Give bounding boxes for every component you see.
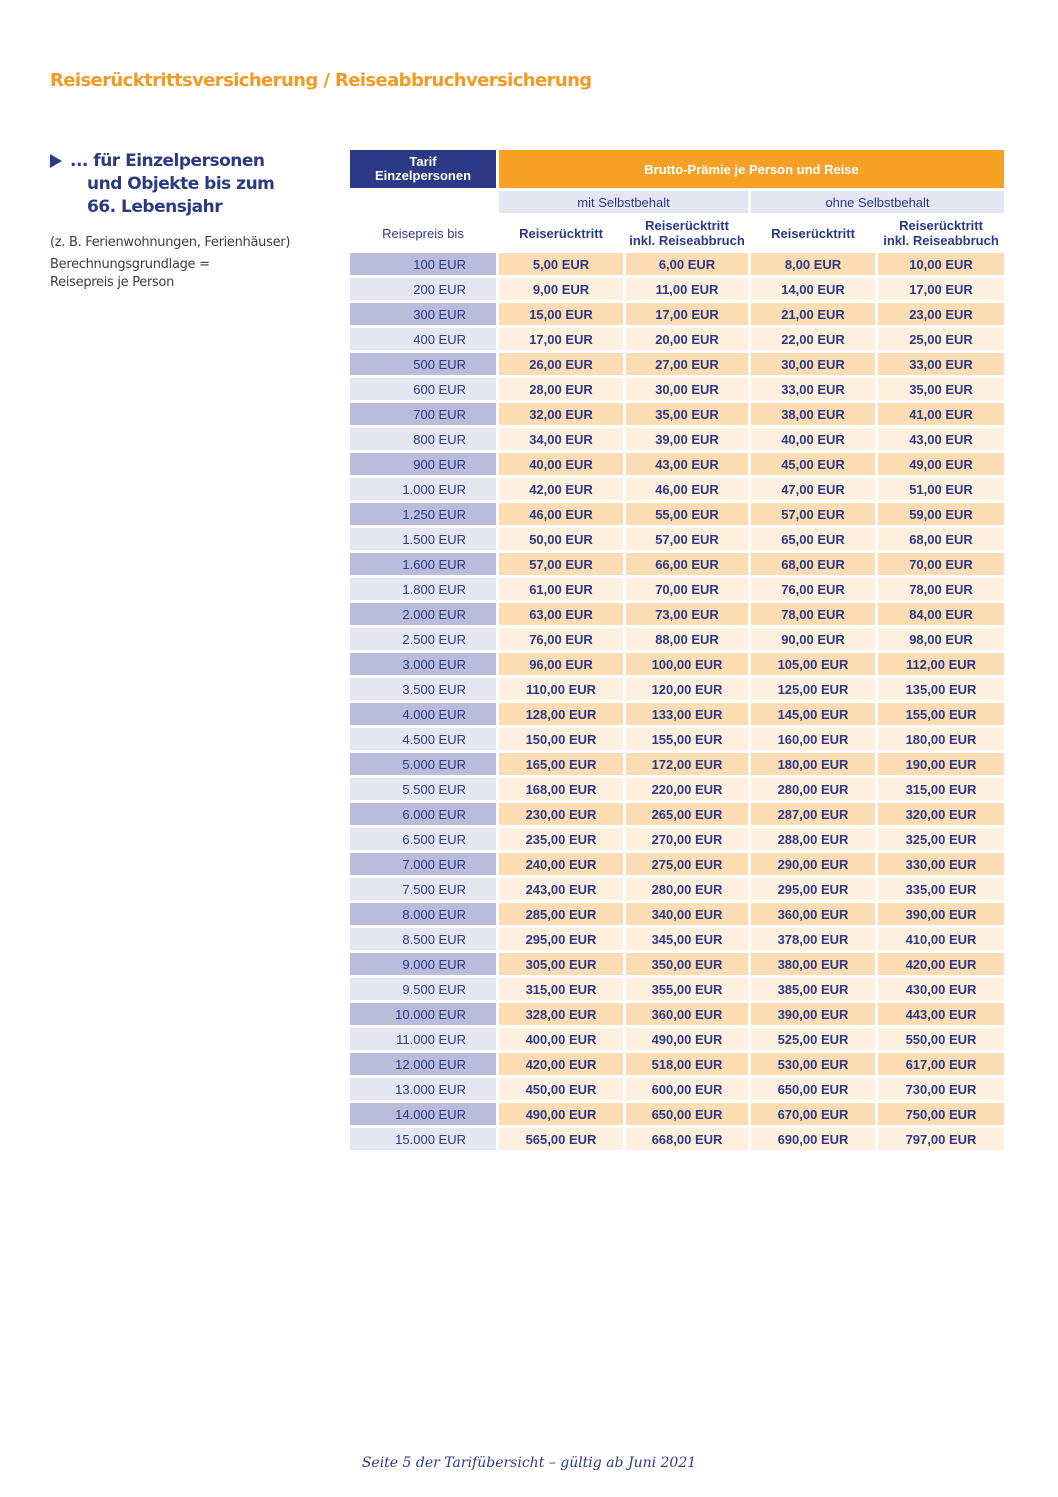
- reisepreis-cell: 3.500 EUR: [350, 678, 496, 700]
- table-row: [350, 253, 1004, 275]
- premium-cell: 76,00 EUR: [751, 578, 875, 600]
- tarif-header-line2: Einzelpersonen: [374, 168, 472, 183]
- tarif-header-line1: Tarif: [409, 154, 437, 169]
- group-ohne-selbstbehalt: ohne Selbstbehalt: [751, 191, 1004, 213]
- table-row: [350, 1003, 1004, 1025]
- table-row: [350, 1103, 1004, 1125]
- table-row: [350, 328, 1004, 350]
- premium-cell: 378,00 EUR: [751, 928, 875, 950]
- premium-cell: 5,00 EUR: [499, 253, 623, 275]
- premium-cell: 287,00 EUR: [751, 803, 875, 825]
- table-row: [350, 453, 1004, 475]
- table-row: [350, 728, 1004, 750]
- table-row: [350, 553, 1004, 575]
- premium-cell: 690,00 EUR: [751, 1128, 875, 1150]
- premium-cell: 565,00 EUR: [499, 1128, 623, 1150]
- premium-cell: 70,00 EUR: [626, 578, 748, 600]
- premium-cell: 360,00 EUR: [751, 903, 875, 925]
- table-row: [350, 903, 1004, 925]
- premium-cell: 320,00 EUR: [878, 803, 1004, 825]
- premium-cell: 797,00 EUR: [878, 1128, 1004, 1150]
- col-header-label: Reiserücktritt: [519, 225, 603, 241]
- table-row: [350, 1028, 1004, 1050]
- premium-cell: 180,00 EUR: [878, 728, 1004, 750]
- premium-cell: 100,00 EUR: [626, 653, 748, 675]
- table-row: [350, 478, 1004, 500]
- premium-cell: 145,00 EUR: [751, 703, 875, 725]
- premium-cell: 220,00 EUR: [626, 778, 748, 800]
- premium-cell: 57,00 EUR: [499, 553, 623, 575]
- reisepreis-cell: 1.000 EUR: [350, 478, 496, 500]
- premium-cell: 55,00 EUR: [626, 503, 748, 525]
- table-row: [350, 353, 1004, 375]
- table-row: [350, 928, 1004, 950]
- col-header-label-line2: inkl. Reiseabbruch: [629, 233, 745, 248]
- reisepreis-cell: 6.000 EUR: [350, 803, 496, 825]
- intro-note-examples: (z. B. Ferienwohnungen, Ferienhäuser): [50, 235, 291, 250]
- intro-line-1: ... für Einzelpersonen: [70, 151, 265, 171]
- premium-cell: 168,00 EUR: [499, 778, 623, 800]
- premium-cell: 280,00 EUR: [751, 778, 875, 800]
- table-row: [350, 853, 1004, 875]
- premium-cell: 240,00 EUR: [499, 853, 623, 875]
- reisepreis-cell: 7.500 EUR: [350, 878, 496, 900]
- premium-cell: 49,00 EUR: [878, 453, 1004, 475]
- reisepreis-cell: 300 EUR: [350, 303, 496, 325]
- premium-cell: 43,00 EUR: [878, 428, 1004, 450]
- col-header-ruecktritt-ohne: [751, 216, 875, 250]
- intro-note-basis-value: Reisepreis je Person: [50, 275, 175, 290]
- reisepreis-cell: 200 EUR: [350, 278, 496, 300]
- premium-cell: 43,00 EUR: [626, 453, 748, 475]
- table-row: [350, 1053, 1004, 1075]
- premium-cell: 650,00 EUR: [751, 1078, 875, 1100]
- premium-cell: 11,00 EUR: [626, 278, 748, 300]
- premium-cell: 345,00 EUR: [626, 928, 748, 950]
- premium-cell: 730,00 EUR: [878, 1078, 1004, 1100]
- premium-cell: 22,00 EUR: [751, 328, 875, 350]
- premium-cell: 288,00 EUR: [751, 828, 875, 850]
- premium-cell: 84,00 EUR: [878, 603, 1004, 625]
- reisepreis-cell: 2.500 EUR: [350, 628, 496, 650]
- table-row: [350, 628, 1004, 650]
- premium-cell: 14,00 EUR: [751, 278, 875, 300]
- premium-cell: 10,00 EUR: [878, 253, 1004, 275]
- tarif-header: [350, 150, 496, 188]
- reisepreis-cell: 4.500 EUR: [350, 728, 496, 750]
- col-header-ruecktritt-mit: [499, 216, 623, 250]
- premium-cell: 305,00 EUR: [499, 953, 623, 975]
- reisepreis-cell: 4.000 EUR: [350, 703, 496, 725]
- table-row: [350, 953, 1004, 975]
- intro-line-3: 66. Lebensjahr: [87, 197, 223, 217]
- premium-cell: 650,00 EUR: [626, 1103, 748, 1125]
- group-mit-selbstbehalt: mit Selbstbehalt: [499, 191, 748, 213]
- premium-cell: 8,00 EUR: [751, 253, 875, 275]
- reisepreis-cell: 700 EUR: [350, 403, 496, 425]
- premium-cell: 670,00 EUR: [751, 1103, 875, 1125]
- premium-cell: 280,00 EUR: [626, 878, 748, 900]
- premium-cell: 160,00 EUR: [751, 728, 875, 750]
- premium-cell: 490,00 EUR: [626, 1028, 748, 1050]
- premium-cell: 32,00 EUR: [499, 403, 623, 425]
- premium-cell: 335,00 EUR: [878, 878, 1004, 900]
- table-row: [350, 703, 1004, 725]
- premium-cell: 15,00 EUR: [499, 303, 623, 325]
- premium-cell: 600,00 EUR: [626, 1078, 748, 1100]
- premium-cell: 90,00 EUR: [751, 628, 875, 650]
- table-row: [350, 378, 1004, 400]
- reisepreis-cell: 2.000 EUR: [350, 603, 496, 625]
- premium-cell: 328,00 EUR: [499, 1003, 623, 1025]
- premium-cell: 46,00 EUR: [626, 478, 748, 500]
- table-row: [350, 678, 1004, 700]
- premium-cell: 76,00 EUR: [499, 628, 623, 650]
- premium-cell: 120,00 EUR: [626, 678, 748, 700]
- premium-cell: 150,00 EUR: [499, 728, 623, 750]
- premium-cell: 165,00 EUR: [499, 753, 623, 775]
- premium-cell: 325,00 EUR: [878, 828, 1004, 850]
- table-row: [350, 1128, 1004, 1150]
- premium-cell: 25,00 EUR: [878, 328, 1004, 350]
- premium-cell: 668,00 EUR: [626, 1128, 748, 1150]
- blank-cell: [350, 191, 496, 213]
- premium-cell: 57,00 EUR: [626, 528, 748, 550]
- premium-cell: 617,00 EUR: [878, 1053, 1004, 1075]
- premium-cell: 30,00 EUR: [751, 353, 875, 375]
- premium-cell: 135,00 EUR: [878, 678, 1004, 700]
- table-row: [350, 828, 1004, 850]
- premium-cell: 21,00 EUR: [751, 303, 875, 325]
- table-row: [350, 978, 1004, 1000]
- reisepreis-cell: 1.800 EUR: [350, 578, 496, 600]
- table-row: [350, 778, 1004, 800]
- premium-cell: 63,00 EUR: [499, 603, 623, 625]
- premium-cell: 35,00 EUR: [626, 403, 748, 425]
- premium-cell: 400,00 EUR: [499, 1028, 623, 1050]
- premium-cell: 750,00 EUR: [878, 1103, 1004, 1125]
- premium-cell: 243,00 EUR: [499, 878, 623, 900]
- premium-cell: 23,00 EUR: [878, 303, 1004, 325]
- intro-line-2: und Objekte bis zum: [87, 174, 275, 194]
- premium-cell: 270,00 EUR: [626, 828, 748, 850]
- col-header-abbruch-ohne: [878, 216, 1004, 250]
- premium-cell: 295,00 EUR: [499, 928, 623, 950]
- reisepreis-cell: 1.250 EUR: [350, 503, 496, 525]
- premium-cell: 155,00 EUR: [878, 703, 1004, 725]
- premium-cell: 172,00 EUR: [626, 753, 748, 775]
- premium-cell: 40,00 EUR: [499, 453, 623, 475]
- premium-cell: 45,00 EUR: [751, 453, 875, 475]
- col-header-label-line2: inkl. Reiseabbruch: [883, 233, 999, 248]
- table-row: [350, 403, 1004, 425]
- col-header-label: Reiserücktritt: [771, 225, 855, 241]
- premium-cell: 20,00 EUR: [626, 328, 748, 350]
- premium-cell: 315,00 EUR: [499, 978, 623, 1000]
- premium-cell: 78,00 EUR: [751, 603, 875, 625]
- premium-cell: 380,00 EUR: [751, 953, 875, 975]
- premium-cell: 550,00 EUR: [878, 1028, 1004, 1050]
- col-header-abbruch-mit: [626, 216, 748, 250]
- premium-cell: 518,00 EUR: [626, 1053, 748, 1075]
- brutto-header: Brutto-Prämie je Person und Reise: [499, 150, 1004, 188]
- table-row: [350, 603, 1004, 625]
- premium-cell: 96,00 EUR: [499, 653, 623, 675]
- reisepreis-cell: 14.000 EUR: [350, 1103, 496, 1125]
- reisepreis-cell: 100 EUR: [350, 253, 496, 275]
- premium-cell: 65,00 EUR: [751, 528, 875, 550]
- reisepreis-cell: 1.600 EUR: [350, 553, 496, 575]
- premium-cell: 33,00 EUR: [751, 378, 875, 400]
- reisepreis-cell: 600 EUR: [350, 378, 496, 400]
- premium-cell: 59,00 EUR: [878, 503, 1004, 525]
- premium-cell: 40,00 EUR: [751, 428, 875, 450]
- premium-cell: 430,00 EUR: [878, 978, 1004, 1000]
- premium-cell: 530,00 EUR: [751, 1053, 875, 1075]
- reisepreis-header: Reisepreis bis: [350, 216, 496, 250]
- premium-cell: 420,00 EUR: [878, 953, 1004, 975]
- premium-cell: 42,00 EUR: [499, 478, 623, 500]
- reisepreis-cell: 400 EUR: [350, 328, 496, 350]
- table-row: [350, 1078, 1004, 1100]
- premium-cell: 230,00 EUR: [499, 803, 623, 825]
- premium-cell: 390,00 EUR: [878, 903, 1004, 925]
- reisepreis-cell: 11.000 EUR: [350, 1028, 496, 1050]
- premium-cell: 68,00 EUR: [878, 528, 1004, 550]
- premium-cell: 133,00 EUR: [626, 703, 748, 725]
- premium-cell: 180,00 EUR: [751, 753, 875, 775]
- triangle-right-icon: [50, 154, 62, 168]
- premium-cell: 46,00 EUR: [499, 503, 623, 525]
- premium-cell: 38,00 EUR: [751, 403, 875, 425]
- reisepreis-cell: 15.000 EUR: [350, 1128, 496, 1150]
- premium-cell: 70,00 EUR: [878, 553, 1004, 575]
- premium-cell: 190,00 EUR: [878, 753, 1004, 775]
- premium-cell: 39,00 EUR: [626, 428, 748, 450]
- reisepreis-cell: 500 EUR: [350, 353, 496, 375]
- reisepreis-cell: 13.000 EUR: [350, 1078, 496, 1100]
- table-row: [350, 528, 1004, 550]
- table-row: [350, 278, 1004, 300]
- premium-cell: 66,00 EUR: [626, 553, 748, 575]
- premium-cell: 9,00 EUR: [499, 278, 623, 300]
- premium-cell: 51,00 EUR: [878, 478, 1004, 500]
- tariff-table: [347, 147, 1007, 1153]
- premium-cell: 110,00 EUR: [499, 678, 623, 700]
- table-row: [350, 803, 1004, 825]
- premium-cell: 125,00 EUR: [751, 678, 875, 700]
- premium-cell: 26,00 EUR: [499, 353, 623, 375]
- premium-cell: 128,00 EUR: [499, 703, 623, 725]
- tariff-body: [350, 253, 1004, 1150]
- reisepreis-cell: 6.500 EUR: [350, 828, 496, 850]
- page-footer: Seite 5 der Tarifübersicht – gültig ab Juni 2021: [361, 1455, 697, 1471]
- reisepreis-cell: 7.000 EUR: [350, 853, 496, 875]
- table-row: [350, 753, 1004, 775]
- reisepreis-cell: 8.000 EUR: [350, 903, 496, 925]
- premium-cell: 88,00 EUR: [626, 628, 748, 650]
- page-title: Reiserücktrittsversicherung / Reiseabbruchversicherung: [50, 70, 592, 91]
- premium-cell: 35,00 EUR: [878, 378, 1004, 400]
- premium-cell: 490,00 EUR: [499, 1103, 623, 1125]
- premium-cell: 17,00 EUR: [499, 328, 623, 350]
- table-row: [350, 878, 1004, 900]
- premium-cell: 285,00 EUR: [499, 903, 623, 925]
- col-header-label-line1: Reiserücktritt: [899, 218, 983, 233]
- col-header-label-line1: Reiserücktritt: [645, 218, 729, 233]
- premium-cell: 98,00 EUR: [878, 628, 1004, 650]
- table-row: [350, 503, 1004, 525]
- premium-cell: 235,00 EUR: [499, 828, 623, 850]
- premium-cell: 33,00 EUR: [878, 353, 1004, 375]
- intro-section: [50, 150, 330, 292]
- intro-heading: [50, 150, 330, 219]
- premium-cell: 525,00 EUR: [751, 1028, 875, 1050]
- reisepreis-cell: 9.500 EUR: [350, 978, 496, 1000]
- premium-cell: 265,00 EUR: [626, 803, 748, 825]
- premium-cell: 340,00 EUR: [626, 903, 748, 925]
- table-row: [350, 303, 1004, 325]
- intro-note: [50, 234, 330, 292]
- premium-cell: 330,00 EUR: [878, 853, 1004, 875]
- premium-cell: 410,00 EUR: [878, 928, 1004, 950]
- premium-cell: 34,00 EUR: [499, 428, 623, 450]
- reisepreis-cell: 9.000 EUR: [350, 953, 496, 975]
- premium-cell: 450,00 EUR: [499, 1078, 623, 1100]
- premium-cell: 57,00 EUR: [751, 503, 875, 525]
- premium-cell: 443,00 EUR: [878, 1003, 1004, 1025]
- premium-cell: 290,00 EUR: [751, 853, 875, 875]
- premium-cell: 27,00 EUR: [626, 353, 748, 375]
- premium-cell: 68,00 EUR: [751, 553, 875, 575]
- reisepreis-cell: 900 EUR: [350, 453, 496, 475]
- reisepreis-cell: 5.500 EUR: [350, 778, 496, 800]
- reisepreis-cell: 10.000 EUR: [350, 1003, 496, 1025]
- premium-cell: 112,00 EUR: [878, 653, 1004, 675]
- premium-cell: 315,00 EUR: [878, 778, 1004, 800]
- premium-cell: 17,00 EUR: [626, 303, 748, 325]
- premium-cell: 155,00 EUR: [626, 728, 748, 750]
- reisepreis-cell: 1.500 EUR: [350, 528, 496, 550]
- premium-cell: 105,00 EUR: [751, 653, 875, 675]
- premium-cell: 28,00 EUR: [499, 378, 623, 400]
- premium-cell: 17,00 EUR: [878, 278, 1004, 300]
- premium-cell: 275,00 EUR: [626, 853, 748, 875]
- premium-cell: 360,00 EUR: [626, 1003, 748, 1025]
- premium-cell: 61,00 EUR: [499, 578, 623, 600]
- table-row: [350, 653, 1004, 675]
- intro-note-basis: Berechnungsgrundlage =: [50, 257, 210, 272]
- premium-cell: 41,00 EUR: [878, 403, 1004, 425]
- reisepreis-cell: 8.500 EUR: [350, 928, 496, 950]
- premium-cell: 385,00 EUR: [751, 978, 875, 1000]
- premium-cell: 295,00 EUR: [751, 878, 875, 900]
- premium-cell: 78,00 EUR: [878, 578, 1004, 600]
- premium-cell: 350,00 EUR: [626, 953, 748, 975]
- reisepreis-cell: 3.000 EUR: [350, 653, 496, 675]
- premium-cell: 390,00 EUR: [751, 1003, 875, 1025]
- premium-cell: 355,00 EUR: [626, 978, 748, 1000]
- reisepreis-cell: 800 EUR: [350, 428, 496, 450]
- premium-cell: 50,00 EUR: [499, 528, 623, 550]
- table-row: [350, 428, 1004, 450]
- table-row: [350, 578, 1004, 600]
- premium-cell: 47,00 EUR: [751, 478, 875, 500]
- premium-cell: 73,00 EUR: [626, 603, 748, 625]
- reisepreis-cell: 12.000 EUR: [350, 1053, 496, 1075]
- premium-cell: 6,00 EUR: [626, 253, 748, 275]
- reisepreis-cell: 5.000 EUR: [350, 753, 496, 775]
- premium-cell: 420,00 EUR: [499, 1053, 623, 1075]
- premium-cell: 30,00 EUR: [626, 378, 748, 400]
